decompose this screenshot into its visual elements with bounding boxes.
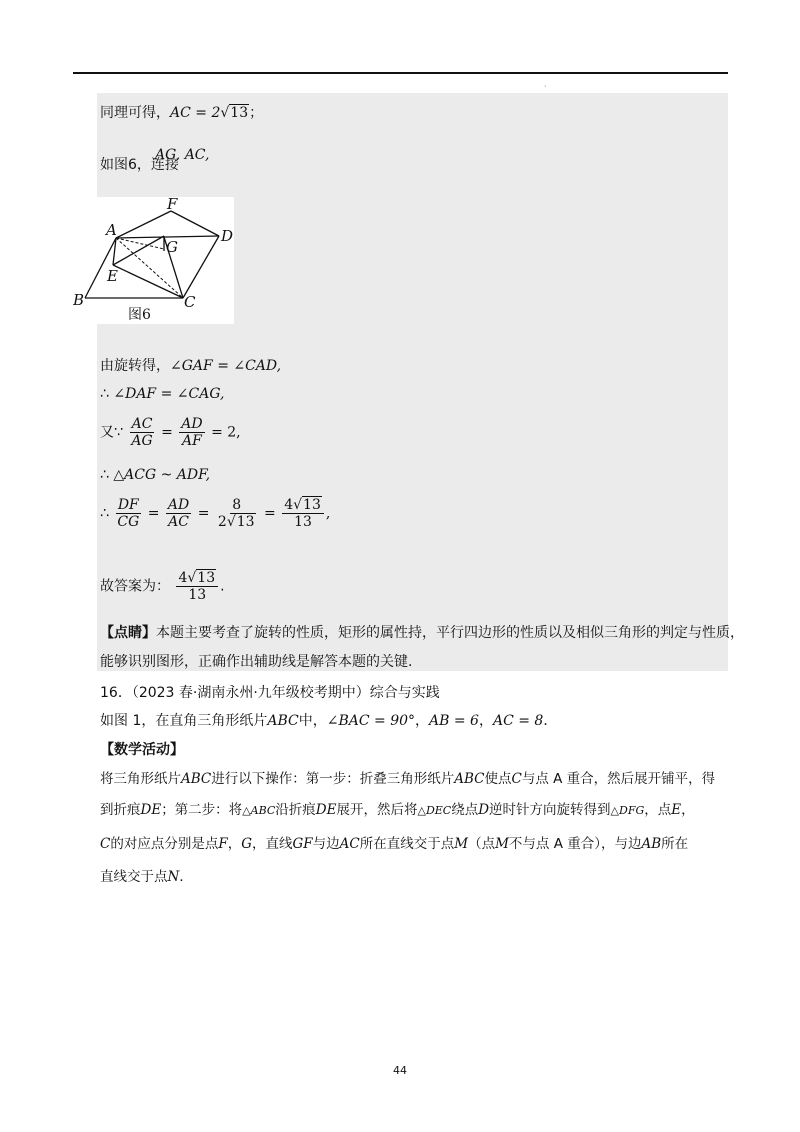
svg-text:图6: 图6 bbox=[128, 307, 151, 323]
solution-line-3: 由旋转得，∠GAF = ∠CAD, bbox=[100, 358, 282, 374]
solution-line-5: 又∵ $\frac{AC}{AG}$ = $\frac{AD}{AF}$ = 2, bbox=[100, 416, 241, 449]
solution-line-2: 如图6，连接 bbox=[100, 157, 179, 173]
svg-text:D: D bbox=[221, 227, 234, 245]
svg-text:F: F bbox=[167, 197, 178, 213]
problem-paragraph-line-4: 直线交于点N． bbox=[100, 869, 193, 885]
solution-line-2-math: AG, AC, bbox=[155, 147, 210, 163]
header-rule bbox=[73, 72, 728, 74]
header-dot: · bbox=[544, 82, 547, 91]
solution-line-1: 同理可得，AC = 2√13； bbox=[100, 105, 264, 121]
problem-line-1: 如图 1，在直角三角形纸片ABC中，∠BAC = 90°，AB = 6，AC = 8． bbox=[100, 713, 558, 729]
figure-6-diagram bbox=[73, 197, 234, 324]
svg-text:E: E bbox=[107, 267, 118, 285]
svg-text:G: G bbox=[166, 238, 178, 256]
solution-line-4: ∴ ∠DAF = ∠CAG, bbox=[100, 386, 225, 402]
svg-text:A: A bbox=[106, 221, 117, 239]
comment-line-2: 能够识别图形，正确作出辅助线是解答本题的关键. bbox=[100, 654, 413, 670]
problem-paragraph-line-1: 将三角形纸片ABC进行以下操作：第一步：折叠三角形纸片ABC使点C与点 A 重合，然后展开铺平，得 bbox=[100, 771, 716, 787]
figure-6 bbox=[73, 197, 234, 324]
solution-answer: 故答案为： $\frac{4√13}{13}$ . bbox=[100, 570, 225, 603]
activity-title: 【数学活动】 bbox=[100, 742, 184, 758]
svg-text:B: B bbox=[73, 291, 85, 309]
page-number: 44 bbox=[393, 1064, 407, 1077]
solution-line-6: ∴ △ACG ~ ADF, bbox=[100, 467, 211, 483]
problem-paragraph-line-2: 到折痕DE；第二步：将△ABC沿折痕DE展开，然后将△DEC绕点D逆时针方向旋转得到△DFG，点E， bbox=[100, 802, 695, 818]
problem-paragraph-line-3: C的对应点分别是点F，G，直线GF与边AC所在直线交于点M（点M不与点 A 重合），与边AB所在 bbox=[100, 836, 689, 852]
problem-header: 16．（2023 春·湖南永州·九年级校考期中）综合与实践 bbox=[100, 685, 440, 701]
svg-text:C: C bbox=[184, 293, 196, 311]
comment-line-1: 【点睛】本题主要考查了旋转的性质，矩形的属性持，平行四边形的性质以及相似三角形的判定与性质， bbox=[100, 625, 744, 641]
solution-line-7: ∴ $\frac{DF}{CG}$ = $\frac{AD}{AC}$ = $\frac{8}{2√13}$ = $\frac{4√13}{13}$ , bbox=[100, 497, 331, 530]
comment-label: 【点睛】 bbox=[100, 625, 156, 641]
